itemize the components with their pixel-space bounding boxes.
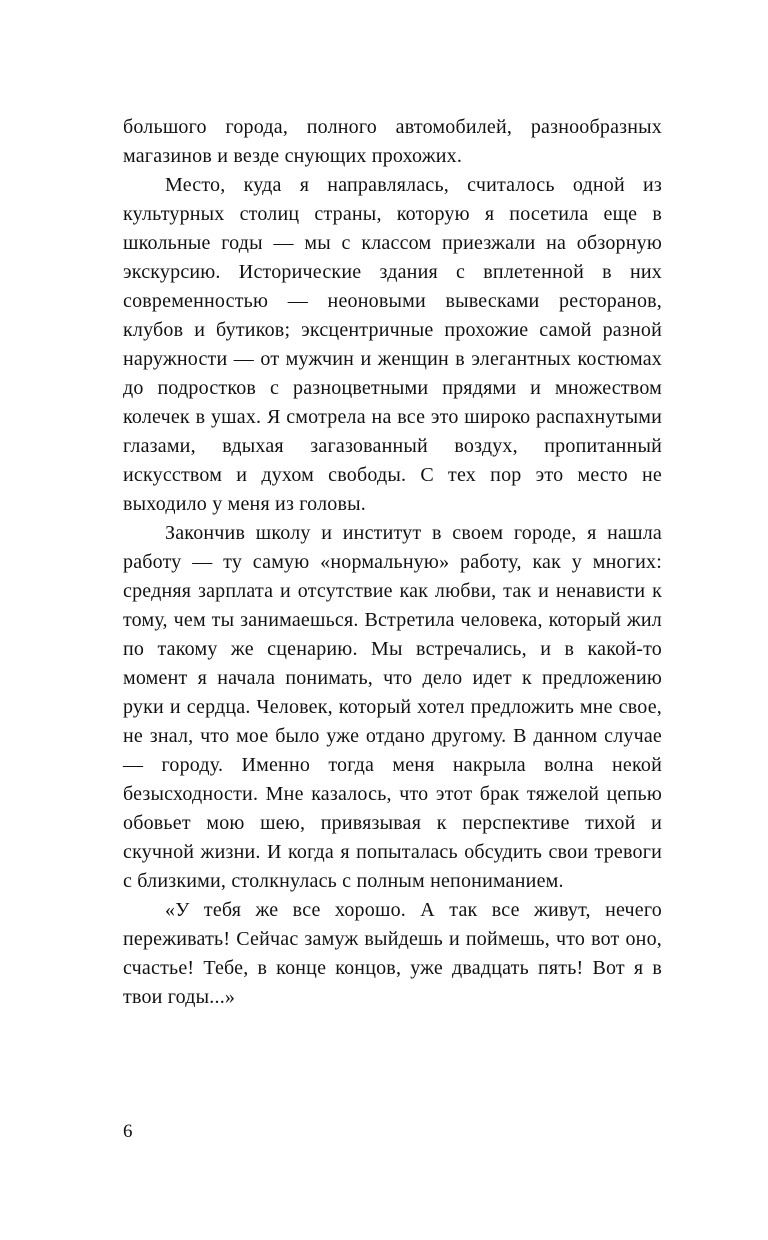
paragraph: Место, куда я направлялась, считалось одной из культурных столиц страны, которую я посетила еще в школьные годы — мы с классом приезжали на обзорную экскурсию. Исторические здания с вплетенной в них современностью — неоновыми вывесками ресторанов, клубов и бутиков; эксцентричные прохожие самой разной наружности — от мужчин и женщин в элегантных костюмах до подростков с разноцветными прядями и множеством колечек в ушах. Я смотрела на все это широко распахнутыми глазами, вдыхая загазованный воздух, пропитанный искусством и духом свободы. С тех пор это место не выходило у меня из головы.: [123, 174, 662, 515]
page-text: [123, 113, 662, 1012]
paragraph-quote: «У тебя же все хорошо. А так все живут, нечего переживать! Сейчас замуж выйдешь и поймешь, что вот оно, счастье! Тебе, в конце концов, уже двадцать пять! Вот я в твои годы...»: [123, 899, 662, 1008]
paragraph-continuation: большого города, полного автомобилей, разнообразных магазинов и везде снующих прохожих.: [123, 116, 662, 167]
paragraph: Закончив школу и институт в своем городе, я нашла работу — ту самую «нормальную» работу, как у многих: средняя зарплата и отсутствие как любви, так и ненависти к тому, чем ты занимаешься. Встретила человека, который жил по такому же сценарию. Мы встречались, и в какой-то момент я начала понимать, что дело идет к предложению руки и сердца. Человек, который хотел предложить мне свое, не знал, что мое было уже отдано другому. В данном случае — городу. Именно тогда меня накрыла волна некой безысходности. Мне казалось, что этот брак тяжелой цепью обовьет мою шею, привязывая к перспективе тихой и скучной жизни. И когда я попыталась обсудить свои тревоги с близкими, столкнулась с полным непониманием.: [123, 522, 662, 892]
page-number: 6: [123, 1121, 133, 1142]
